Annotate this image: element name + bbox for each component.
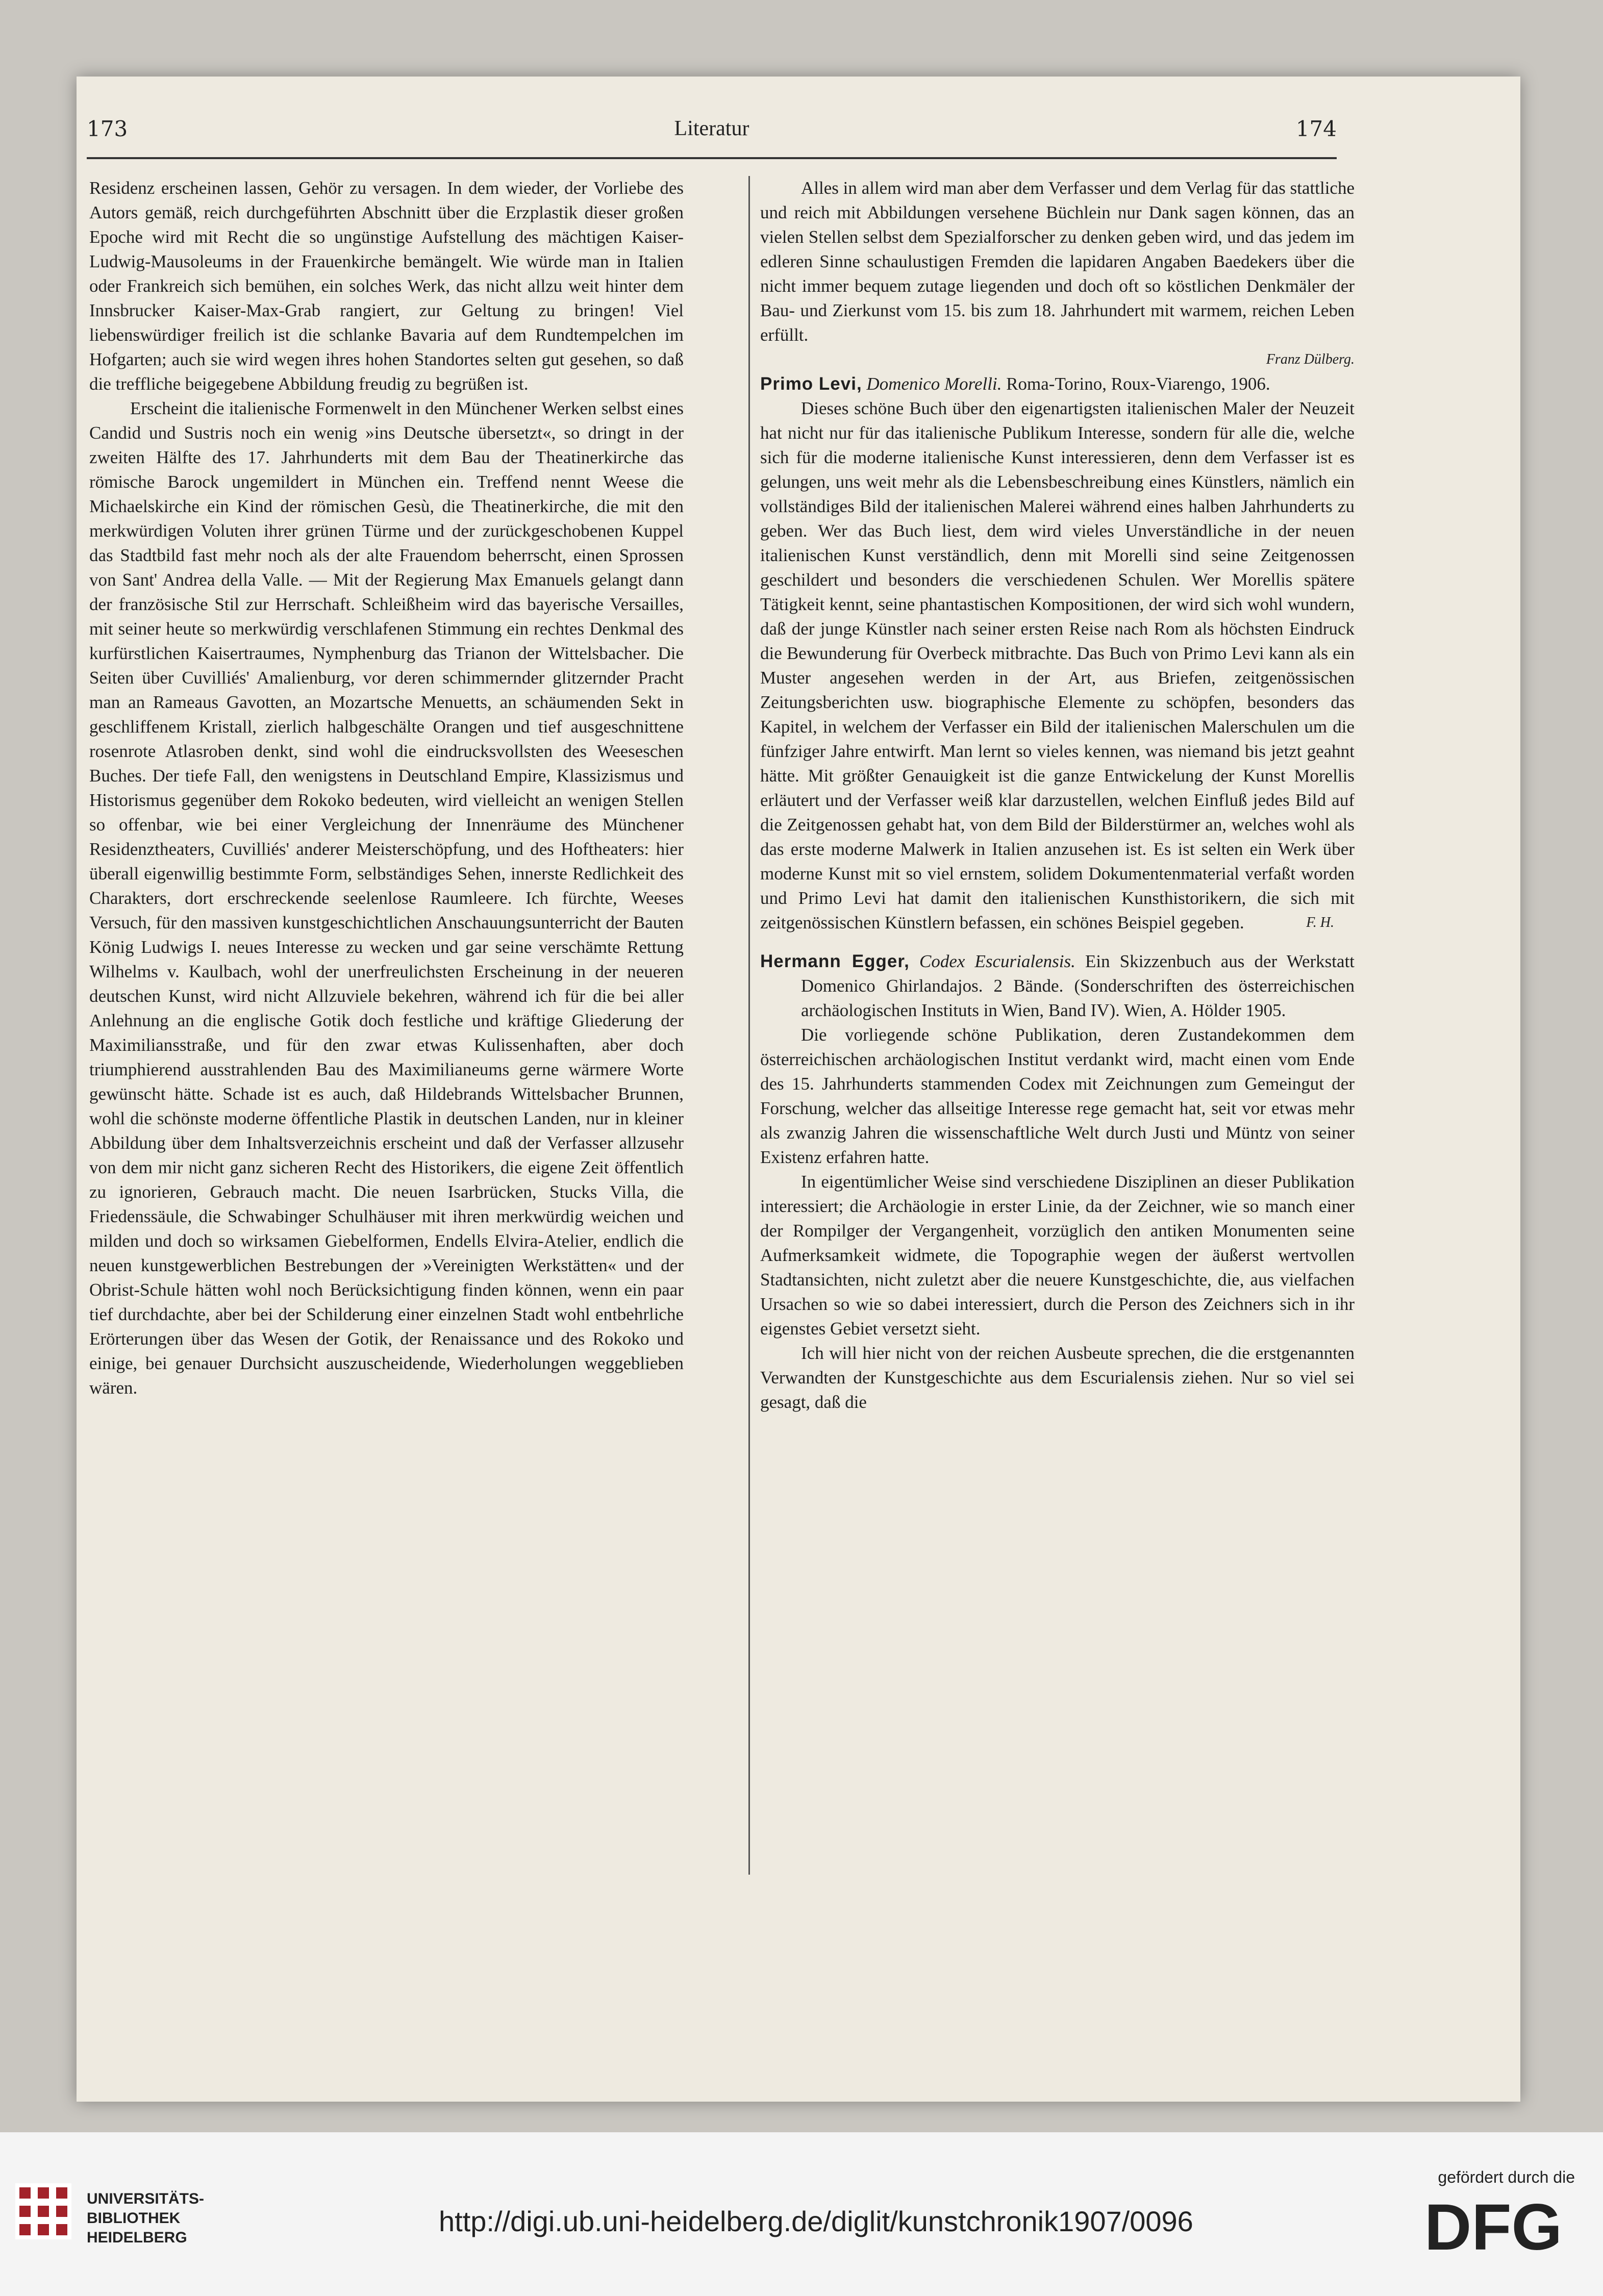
- column-divider: [748, 176, 750, 1875]
- right-paragraph-1: Alles in allem wird man aber dem Verfasser und dem Verlag für das stattliche und reich mit Abbildungen versehene Büchlein nur Dank sagen können, das an vielen Stellen selbst dem Spezialforscher zu denken geben wird, und das jedem im edleren Sinne schaulustigen Fremden die lapidaren Angaben Baedekers über die nicht immer bequem zutage liegenden und doch oft so köstlichen Denkmäler der Bau- und Zierkunst vom 15. bis zum 18. Jahrhundert mit warmem, reichen Leben erfüllt.: [760, 178, 1355, 345]
- right-paragraph-5: Ich will hier nicht von der reichen Ausbeute sprechen, die die erstgenannten Verwandten der Kunstgeschichte aus dem Escurialensis ziehen. Nur so viel sei gesagt, daß die: [760, 1343, 1355, 1412]
- dfg-logo-text: DFG: [1424, 2196, 1563, 2257]
- page-header: [87, 116, 1337, 159]
- entry-publication: Roma-Torino, Roux-Viarengo, 1906.: [1006, 374, 1270, 394]
- library-name-line: BIBLIOTHEK: [87, 2210, 181, 2227]
- right-paragraph-4: In eigentümlicher Weise sind verschiedene Disziplinen an dieser Publikation interessiert; die Archäologie in erster Linie, da der Zeichner, wie so manch einer der Rompilger der Vergangenheit, vorzüglich den antiken Monumenten seine Aufmerksamkeit widmete, die Topographie wegen der äußerst wertvollen Stadtansichten, nicht zuletzt aber die neuere Kunstgeschichte, die, aus vielfachen Ursachen so wie so dabei interessiert, durch die Person des Zeichners sich in ihr eigenstes Gebiet versetzt sieht.: [760, 1172, 1355, 1339]
- left-paragraph-2: Erscheint die italienische Formenwelt in den Münchener Werken selbst eines Candid und Sustris noch ein wenig »ins Deutsche übersetzt«, so dringt in der zweiten Hälfte des 17. Jahrhunderts mit dem Bau der Theatinerkirche das römische Barock ungemildert in München ein. Treffend nennt Weese die Michaelskirche ein Kind der römischen Gesù, die Theatinerkirche, die mit den merkwürdigen Voluten ihrer grünen Türme und der zurückgeschobenen Kuppel das Stadtbild fast mehr noch als der alte Frauendom beherrscht, einen Sprossen von Sant' Andrea della Valle. — Mit der Regierung Max Emanuels gelangt dann der französische Stil zur Herrschaft. Schleißheim wird das bayerische Versailles, mit seiner heute so merkwürdig verschlafenen Stimmung ein rechtes Denkmal des kurfürstlichen Kaisertraumes, Nymphenburg das Trianon der Wittelsbacher. Die Seiten über Cuvilliés' Amalienburg, vor deren schimmernder glitzernder Pracht man an Rameaus Gavotten, an Mozartsche Menuetts, an schäumenden Sekt in geschliffenem Kristall, zierlich halbgeschälte Orangen und tief ausgeschnittene rosenrote Atlasroben denkt, sind wohl die eindrucksvollsten des Weeseschen Buches. Der tiefe Fall, den wenigstens in Deutschland Empire, Klassizismus und Historismus gegenüber dem Rokoko bedeuten, wird vielleicht an wenigen Stellen so offenbar, wie bei einer Vergleichung der Innenräume des Münchener Residenztheaters, Cuvilliés' anderer Meisterschöpfung, und des Hoftheaters: hier überall eigenwillig bestimmte Form, selbständiges Sehen, innerste Redlichkeit des Charakters, dort erschreckende seelenlose Raumleere. Ich fürchte, Weeses Versuch, für den massiven kunstgeschichtlichen Anschauungsunterricht der Bauten König Ludwigs I. neues Interesse zu wecken und gar seine verschämte Rettung Wilhelms v. Kaulbach, wohl der unerfreulichsten Erscheinung in der neueren deutschen Kunst, wird nicht Allzuviele bekehren, während ich für die bei aller Anlehnung an die englische Gotik doch festliche und kräftige Gliederung der Maximiliansstraße, und für den zwar etwas Kulissenhaften, aber doch triumphierend ausstrahlenden Bau des Maximilianeums gerne wärmere Worte gewünscht hätte. Schade ist es auch, daß Hildebrands Wittelsbacher Brunnen, wohl die schönste moderne öffentliche Plastik in deutschen Landen, nur in kleiner Abbildung über dem Inhaltsverzeichnis erscheint und daß der Verfasser allzusehr von dem mir nicht ganz sicheren Recht des Historikers, die eigene Zeit öffentlich zu ignorieren, Gebrauch macht. Die neuen Isarbrücken, Stucks Villa, die Friedenssäule, die Schwabinger Schulhäuser mit ihren merkwürdig weichen und milden und doch so wirksamen Giebelformen, Endells Elvira-Atelier, endlich die neuen kunstgewerblichen Bestrebungen der »Vereinigten Werkstätten« und der Obrist-Schule hätten wohl noch Berücksichtigung finden können, wenn ein paar tief durchdachte, aber bei der Schilderung einer einzelnen Stadt wohl entbehrliche Erörterungen über das Wesen der Gotik, der Renaissance und des Rokoko und einige, bei genauer Durchsicht auszuscheidende, Wiederholungen weggeblieben wären.: [89, 398, 684, 1398]
- right-paragraph-3: Die vorliegende schöne Publikation, deren Zustandekommen dem österreichischen archäologischen Institut verdankt wird, macht einen vom Ende des 15. Jahrhunderts stammenden Codex mit Zeichnungen zum Gemeingut der Forschung, welcher das allseitige Interesse rege gemacht hat, seit vor etwas mehr als zwanzig Jahren die wissenschaftliche Welt durch Justi und Müntz von seiner Existenz erfahren hatte.: [760, 1025, 1355, 1167]
- permalink-url[interactable]: http://digi.ub.uni-heidelberg.de/diglit/kunstchronik1907/0096: [439, 2205, 1193, 2237]
- left-paragraph-1: Residenz erscheinen lassen, Gehör zu versagen. In dem wieder, der Vorliebe des Autors gemäß, reich durchgeführten Abschnitt über die Erzplastik dieser großen Epoche wird mit Recht die so ungünstige Aufstellung des mächtigen Kaiser-Ludwig-Mausoleums in der Frauenkirche bemängelt. Wie würde man in Italien oder Frankreich sich bemühen, ein solches Werk, das nicht allzu weit hinter dem Innsbrucker Kaiser-Max-Grab rangiert, zur Geltung zu bringen! Viel liebenswürdiger freilich ist die schlanke Bavaria auf dem Rundtempelchen im Hofgarten; auch sie wird wegen ihres hohen Standortes selten gut gesehen, so daß die treffliche beigegebene Abbildung freudig zu begrüßen ist.: [89, 178, 684, 394]
- library-name-line: UNIVERSITÄTS-: [87, 2190, 205, 2207]
- entry-author: Hermann Egger,: [760, 951, 910, 971]
- entry-publication: Ein Skizzenbuch aus der Werkstatt Domenico Ghirlandajos. 2 Bände. (Sonderschriften des österreichischen archäologischen Instituts in Wien, Band IV). Wien, A. Hölder 1905.: [801, 951, 1355, 1020]
- signature-dulberg: Franz Dülberg.: [1266, 351, 1355, 367]
- levi-review-text: Dieses schöne Buch über den eigenartigsten italienischen Maler der Neuzeit hat nicht nur für das italienische Publikum Interesse, sondern für alle die, welche sich für die moderne italienische Kunst interessieren, denn dem Verfasser ist es gelungen, uns weit mehr als die Lebensbeschreibung eines Künstlers, nämlich ein vollständiges Bild der italienischen Malerei während eines halben Jahrhunderts zu geben. Wer das Buch liest, dem wird vieles Unverständliche in der neuen italienischen Kunst verständlich, denn mit Morelli sind seine Zeitgenossen geschildert und besonders die verschiedenen Schulen. Wer Morellis spätere Tätigkeit kennt, seine phantastischen Kompositionen, der wird sich wohl wundern, daß der junge Künstler nach seiner ersten Reise nach Rom als höchsten Eindruck die Bewunderung für Overbeck mitbrachte. Das Buch von Primo Levi kann als ein Muster angesehen werden in der Art, aus Briefen, zeitgenössischen Zeitungsberichten usw. biographische Elemente zu schöpfen, besonders das Kapitel, in welchem der Verfasser ein Bild der italienischen Malerschulen um die fünfziger Jahre entwirft. Man lernt so vieles kennen, was niemand bis jetzt geahnt hätte. Mit größter Genauigkeit ist die ganze Entwickelung der Kunst Morellis erläutert und der Verfasser weiß klar darzustellen, welchen Einfluß jedes Bild auf die Zeitgenossen gehabt hat, von dem Bild der Bilderstürmer an, welches wohl als das erste moderne Malwerk in Italien anzusehen ist. Es ist selten ein Werk über moderne Kunst mit so viel ernstem, solidem Dokumentenmaterial verfaßt worden und Primo Levi hat damit den italienischen Kunsthistorikern, die sich mit zeitgenössischen Künstlern befassen, ein schönes Beispiel gegeben.: [760, 398, 1355, 932]
- left-column: [89, 176, 684, 1400]
- entry-author: Primo Levi,: [760, 374, 862, 394]
- entry-work: Domenico Morelli.: [866, 374, 1002, 394]
- entry-work: Codex Escurialensis.: [919, 951, 1075, 971]
- library-name-line: HEIDELBERG: [87, 2229, 187, 2246]
- university-library-logo-icon: [15, 2183, 71, 2239]
- library-name: [87, 2189, 204, 2248]
- viewer-footer: [0, 2132, 1603, 2296]
- dfg-logo-icon: [1414, 2196, 1572, 2257]
- review-entry-egger: [760, 949, 1355, 1023]
- running-title: Literatur: [674, 117, 749, 140]
- funding-label: gefördert durch die: [1438, 2168, 1575, 2186]
- review-entry-levi: [760, 372, 1355, 396]
- page-number-left: 173: [87, 116, 128, 141]
- right-paragraph-2: [760, 396, 1355, 935]
- page-number-right: 174: [1295, 116, 1337, 141]
- signature-fh: F. H.: [1306, 915, 1334, 930]
- right-column: [760, 176, 1355, 1415]
